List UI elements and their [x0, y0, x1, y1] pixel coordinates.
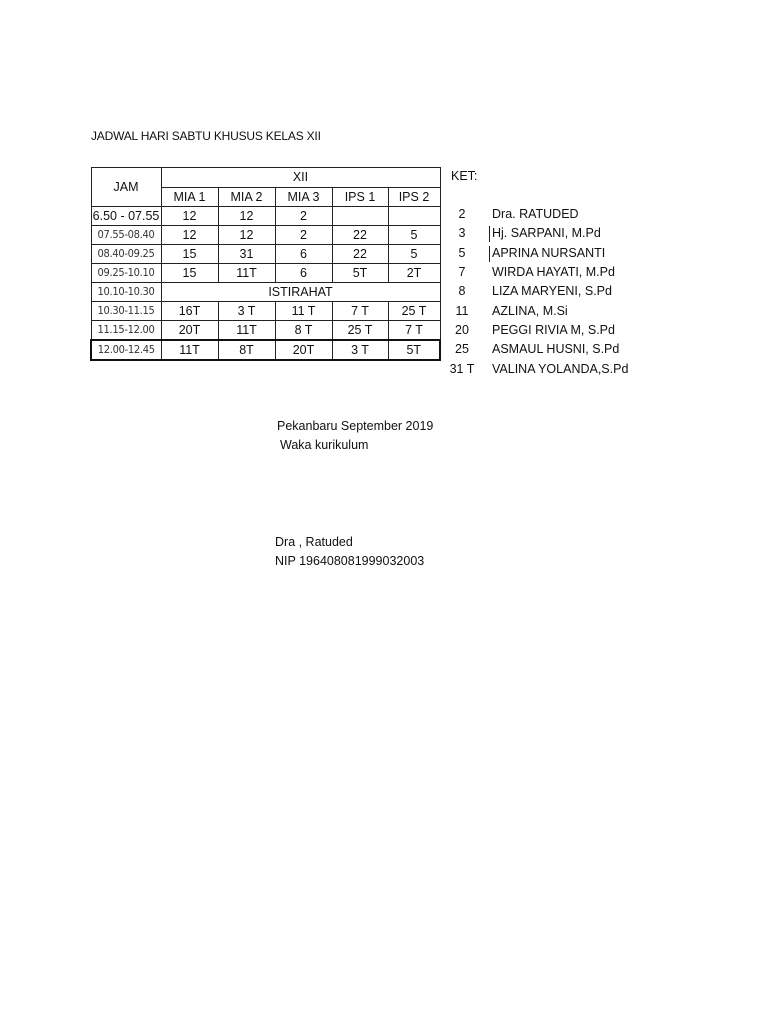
table-cell: 7 T — [388, 321, 440, 341]
jam-cell: 10.30-11.15 — [91, 302, 161, 321]
signature-name: Dra , Ratuded — [275, 535, 353, 549]
table-cell: 15 — [161, 245, 218, 264]
jam-cell: 07.55-08.40 — [91, 226, 161, 245]
cell-divider — [489, 246, 490, 262]
table-cell: 22 — [332, 226, 388, 245]
table-cell: 6 — [275, 264, 332, 283]
jam-cell: 08.40-09.25 — [91, 245, 161, 264]
table-cell: 31 — [218, 245, 275, 264]
table-cell: 7 T — [332, 302, 388, 321]
table-row — [91, 207, 440, 226]
table-cell — [388, 207, 440, 226]
table-cell: 5T — [388, 340, 440, 360]
jam-cell: 6.50 - 07.55 — [91, 207, 161, 226]
table-row — [91, 226, 440, 245]
ket-code: 3 — [458, 226, 466, 240]
column-header: IPS 1 — [332, 187, 388, 207]
jam-cell: 09.25-10.10 — [91, 264, 161, 283]
table-cell: 20T — [161, 321, 218, 341]
table-cell: 2T — [388, 264, 440, 283]
table-cell: 22 — [332, 245, 388, 264]
ket-teacher-name: VALINA YOLANDA,S.Pd — [492, 362, 629, 376]
table-cell: 11T — [218, 321, 275, 341]
table-cell — [332, 207, 388, 226]
jam-header: JAM — [91, 168, 161, 207]
ket-teacher-name: LIZA MARYENI, S.Pd — [492, 284, 612, 298]
table-cell: 11T — [218, 264, 275, 283]
cell-divider — [489, 226, 490, 242]
table-row — [91, 302, 440, 321]
table-row — [91, 245, 440, 264]
table-cell: 2 — [275, 226, 332, 245]
table-row — [91, 340, 440, 360]
ket-teacher-name: PEGGI RIVIA M, S.Pd — [492, 323, 615, 337]
table-cell: 11 T — [275, 302, 332, 321]
ket-teacher-name: AZLINA, M.Si — [492, 304, 568, 318]
ket-code: 25 — [455, 342, 469, 356]
ket-teacher-name: Dra. RATUDED — [492, 207, 579, 221]
ket-teacher-name: Hj. SARPANI, M.Pd — [492, 226, 601, 240]
ket-teacher-name: APRINA NURSANTI — [492, 246, 606, 260]
table-cell: 2 — [275, 207, 332, 226]
table-cell: 8T — [218, 340, 275, 360]
ket-code: 5 — [458, 246, 466, 260]
ket-code: 2 — [458, 207, 466, 221]
column-header: MIA 1 — [161, 187, 218, 207]
table-cell: 25 T — [388, 302, 440, 321]
table-cell: 12 — [218, 207, 275, 226]
column-header: MIA 3 — [275, 187, 332, 207]
signature-role: Waka kurikulum — [280, 438, 369, 452]
table-cell: 3 T — [218, 302, 275, 321]
table-cell: 20T — [275, 340, 332, 360]
ket-label: KET: — [451, 169, 478, 183]
jam-cell: 11.15-12.00 — [91, 321, 161, 341]
table-cell: 16T — [161, 302, 218, 321]
ket-code: 8 — [458, 284, 466, 298]
table-cell: 12 — [161, 207, 218, 226]
ket-teacher-name: WIRDA HAYATI, M.Pd — [492, 265, 615, 279]
signature-place-date: Pekanbaru September 2019 — [277, 419, 434, 433]
break-cell: ISTIRAHAT — [161, 283, 440, 302]
group-header: XII — [161, 168, 440, 188]
break-row — [91, 283, 440, 302]
table-row — [91, 264, 440, 283]
column-header: MIA 2 — [218, 187, 275, 207]
table-cell: 12 — [218, 226, 275, 245]
table-cell: 11T — [161, 340, 218, 360]
ket-code: 7 — [458, 265, 466, 279]
ket-code: 31 T — [449, 362, 475, 376]
signature-nip: NIP 196408081999032003 — [275, 554, 425, 568]
ket-code: 11 — [455, 304, 469, 318]
table-cell: 6 — [275, 245, 332, 264]
jam-cell: 10.10-10.30 — [91, 283, 161, 302]
column-header: IPS 2 — [388, 187, 440, 207]
table-cell: 3 T — [332, 340, 388, 360]
table-cell: 12 — [161, 226, 218, 245]
table-row — [91, 321, 440, 341]
ket-teacher-name: ASMAUL HUSNI, S.Pd — [492, 342, 620, 356]
table-cell: 5 — [388, 245, 440, 264]
table-cell: 5T — [332, 264, 388, 283]
table-cell: 8 T — [275, 321, 332, 341]
table-cell: 5 — [388, 226, 440, 245]
table-cell: 25 T — [332, 321, 388, 341]
document-title: JADWAL HARI SABTU KHUSUS KELAS XII — [91, 129, 321, 143]
ket-code: 20 — [455, 323, 469, 337]
table-cell: 15 — [161, 264, 218, 283]
schedule-table — [90, 167, 441, 361]
jam-cell: 12.00-12.45 — [91, 340, 161, 360]
table-header-row — [91, 168, 440, 188]
